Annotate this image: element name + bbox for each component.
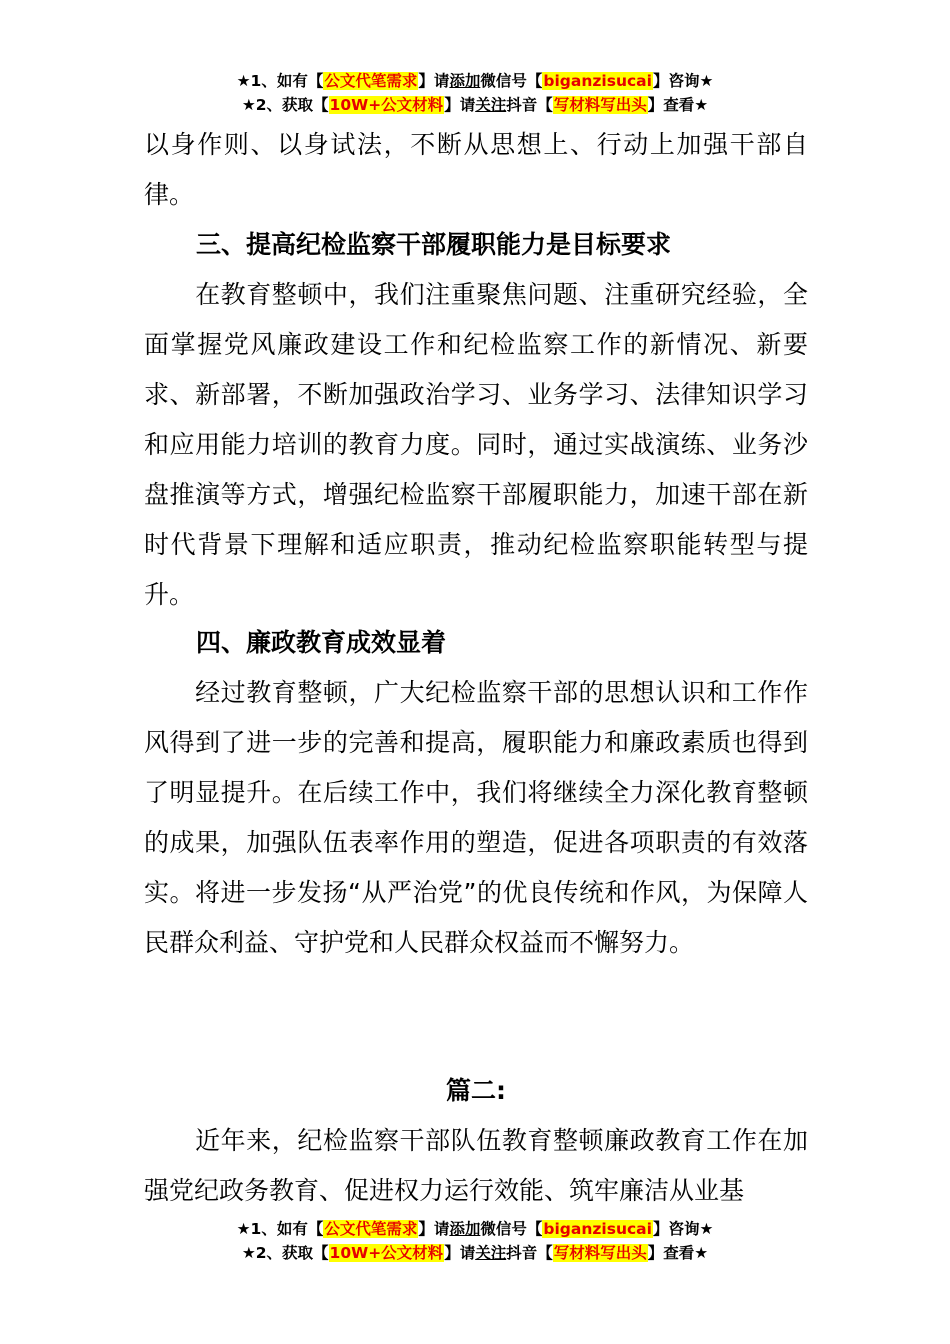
promo-underlined: 添加 (449, 1220, 481, 1238)
section-heading-4: 四、廉政教育成效显着 (196, 628, 447, 657)
promo-highlight: 10W+公文材料 (329, 1244, 444, 1262)
promo-underlined: 关注 (475, 96, 507, 114)
promo-underlined: 关注 (475, 1244, 507, 1262)
promo-text: 抖音【 (506, 96, 553, 114)
promo-text: ★2、获取【 (241, 96, 329, 114)
section-heading-3: 三、提高纪检监察干部履职能力是目标要求 (196, 230, 672, 259)
paragraph-section-3: 在教育整顿中，我们注重聚焦问题、注重研究经验，全面掌握党风廉政建设工作和纪检监察工作的新情况、新要求、新部署，不断加强政治学习、业务学习、法律知识学习和应用能力培训的教育力度。同时，通过实战演练、业务沙盘推演等方式，增强纪检监察干部履职能力，加速干部在新时代背景下理解和适应职责，推动纪检监察职能转型与提升。 (144, 280, 808, 609)
promo-text: 微信号【 (480, 72, 543, 90)
promo-line-2 (0, 1242, 950, 1266)
paragraph-part-2: 近年来，纪检监察干部队伍教育整顿廉政教育工作在加强党纪政务教育、促进权力运行效能、筑牢廉洁从业基 (144, 1126, 808, 1205)
promo-text: 】咨询★ (652, 72, 714, 90)
promo-text: 】咨询★ (652, 1220, 714, 1238)
promo-line-1 (0, 70, 950, 94)
promo-text: 】查看★ (647, 1244, 709, 1262)
promo-text: ★1、如有【 (236, 1220, 324, 1238)
promo-highlight: 写材料写出头 (553, 1244, 647, 1262)
part-title: 篇二: (446, 1076, 506, 1105)
paragraph-continued: 以身作则、以身试法，不断从思想上、行动上加强干部自律。 (144, 130, 808, 209)
promo-underlined: 添加 (449, 72, 481, 90)
promo-text: 】查看★ (647, 96, 709, 114)
paragraph-section-4: 经过教育整顿，广大纪检监察干部的思想认识和工作作风得到了进一步的完善和提高，履职能力和廉政素质也得到了明显提升。在后续工作中，我们将继续全力深化教育整顿的成果，加强队伍表率作用的塑造，促进各项职责的有效落实。将进一步发扬“从严治党”的优良传统和作风，为保障人民群众利益、守护党和人民群众权益而不懈努力。 (144, 678, 808, 957)
promo-text: ★1、如有【 (236, 72, 324, 90)
promo-text: 】请 (444, 1244, 476, 1262)
promo-highlight: biganzisucai (543, 1220, 652, 1238)
promo-text: 】请 (418, 72, 450, 90)
promo-highlight: 公文代笔需求 (324, 1220, 418, 1238)
promo-text: 微信号【 (480, 1220, 543, 1238)
promo-highlight: biganzisucai (543, 72, 652, 90)
promo-highlight: 公文代笔需求 (324, 72, 418, 90)
promo-banner-bottom (0, 1218, 950, 1266)
promo-banner-top (0, 70, 950, 118)
promo-highlight: 写材料写出头 (553, 96, 647, 114)
promo-text: 抖音【 (506, 1244, 553, 1262)
promo-text: 】请 (418, 1220, 450, 1238)
promo-line-2 (0, 94, 950, 118)
promo-highlight: 10W+公文材料 (329, 96, 444, 114)
promo-text: ★2、获取【 (241, 1244, 329, 1262)
promo-line-1 (0, 1218, 950, 1242)
promo-text: 】请 (444, 96, 476, 114)
